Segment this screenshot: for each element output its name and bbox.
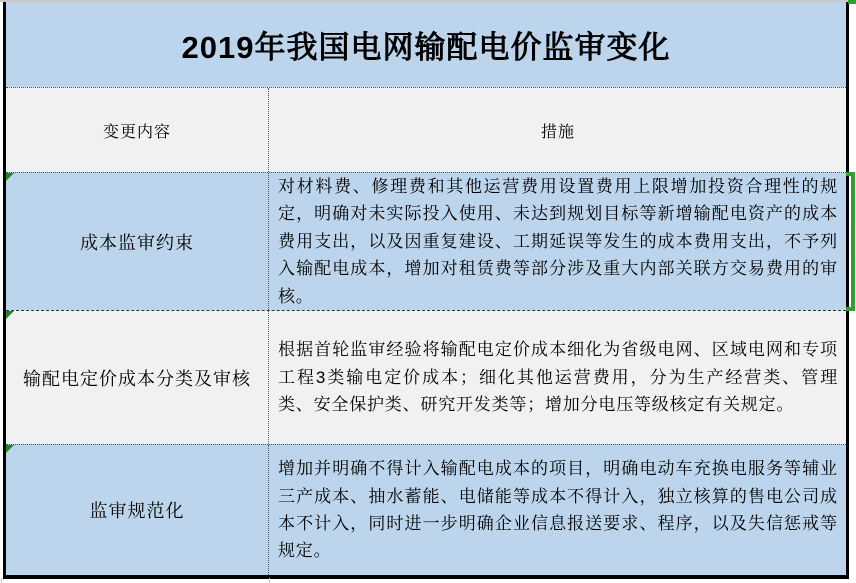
cell-error-indicator-icon	[6, 173, 14, 181]
measure-text-1: 对材料费、修理费和其他运营费用设置费用上限增加投资合理性的规定，明确对未实际投入使用、未达到规划目标等新增输配电资产的成本费用支出，以及因重复建设、工期延误等发生的成本费用支出，不予列入输配电成本，增加对租赁费等部分涉及重大内部关联方交易费用的审核。	[278, 176, 838, 306]
measure-text-2: 根据首轮监审经验将输配电定价成本细化为省级电网、区域电网和专项工程3类输电定价成本；细化其他运营费用，分为生产经营类、管理类、安全保护类、研究开发类等；增加分电压等级核定有关规定。	[278, 340, 838, 415]
column-header-measure-label: 措施	[540, 123, 575, 141]
header-cell-measure[interactable]	[269, 88, 846, 172]
category-label-2: 输配电定价成本分类及审核	[23, 368, 251, 389]
column-header-change-label: 变更内容	[102, 123, 171, 141]
page-title[interactable]: 2019年我国电网输配电价监审变化	[181, 30, 671, 65]
category-label-1: 成本监审约束	[80, 232, 194, 253]
category-label-3: 监审规范化	[89, 501, 185, 521]
selection-range-bracket[interactable]	[846, 172, 855, 311]
category-cell-3[interactable]	[6, 445, 269, 575]
category-cell-2[interactable]	[6, 311, 269, 444]
table-title-row	[6, 2, 846, 87]
sheet-gridline-stub	[269, 578, 270, 583]
header-cell-change[interactable]	[6, 88, 269, 172]
transmission-price-table	[3, 2, 849, 579]
measure-cell-3[interactable]	[269, 445, 846, 575]
measure-text-3: 增加并明确不得计入输配电成本的项目，明确电动车充换电服务等辅业三产成本、抽水蓄能、电储能等成本不得计入，独立核算的售电公司成本不计入，同时进一步明确企业信息报送要求、程序，以及失信惩戒等规定。	[278, 459, 838, 561]
table-row-supervision-standardization	[6, 444, 846, 575]
cell-error-indicator-icon	[6, 311, 14, 319]
cell-error-indicator-icon	[6, 445, 14, 453]
table-row-cost-supervision	[6, 172, 846, 310]
table-row-cost-classification	[6, 310, 846, 444]
category-cell-1[interactable]	[6, 173, 269, 310]
measure-cell-2[interactable]	[269, 311, 846, 444]
measure-cell-1[interactable]	[269, 173, 846, 310]
sheet-gridline-stub	[1, 578, 2, 583]
table-header-row	[6, 87, 846, 172]
selection-handle[interactable]	[848, 0, 856, 4]
